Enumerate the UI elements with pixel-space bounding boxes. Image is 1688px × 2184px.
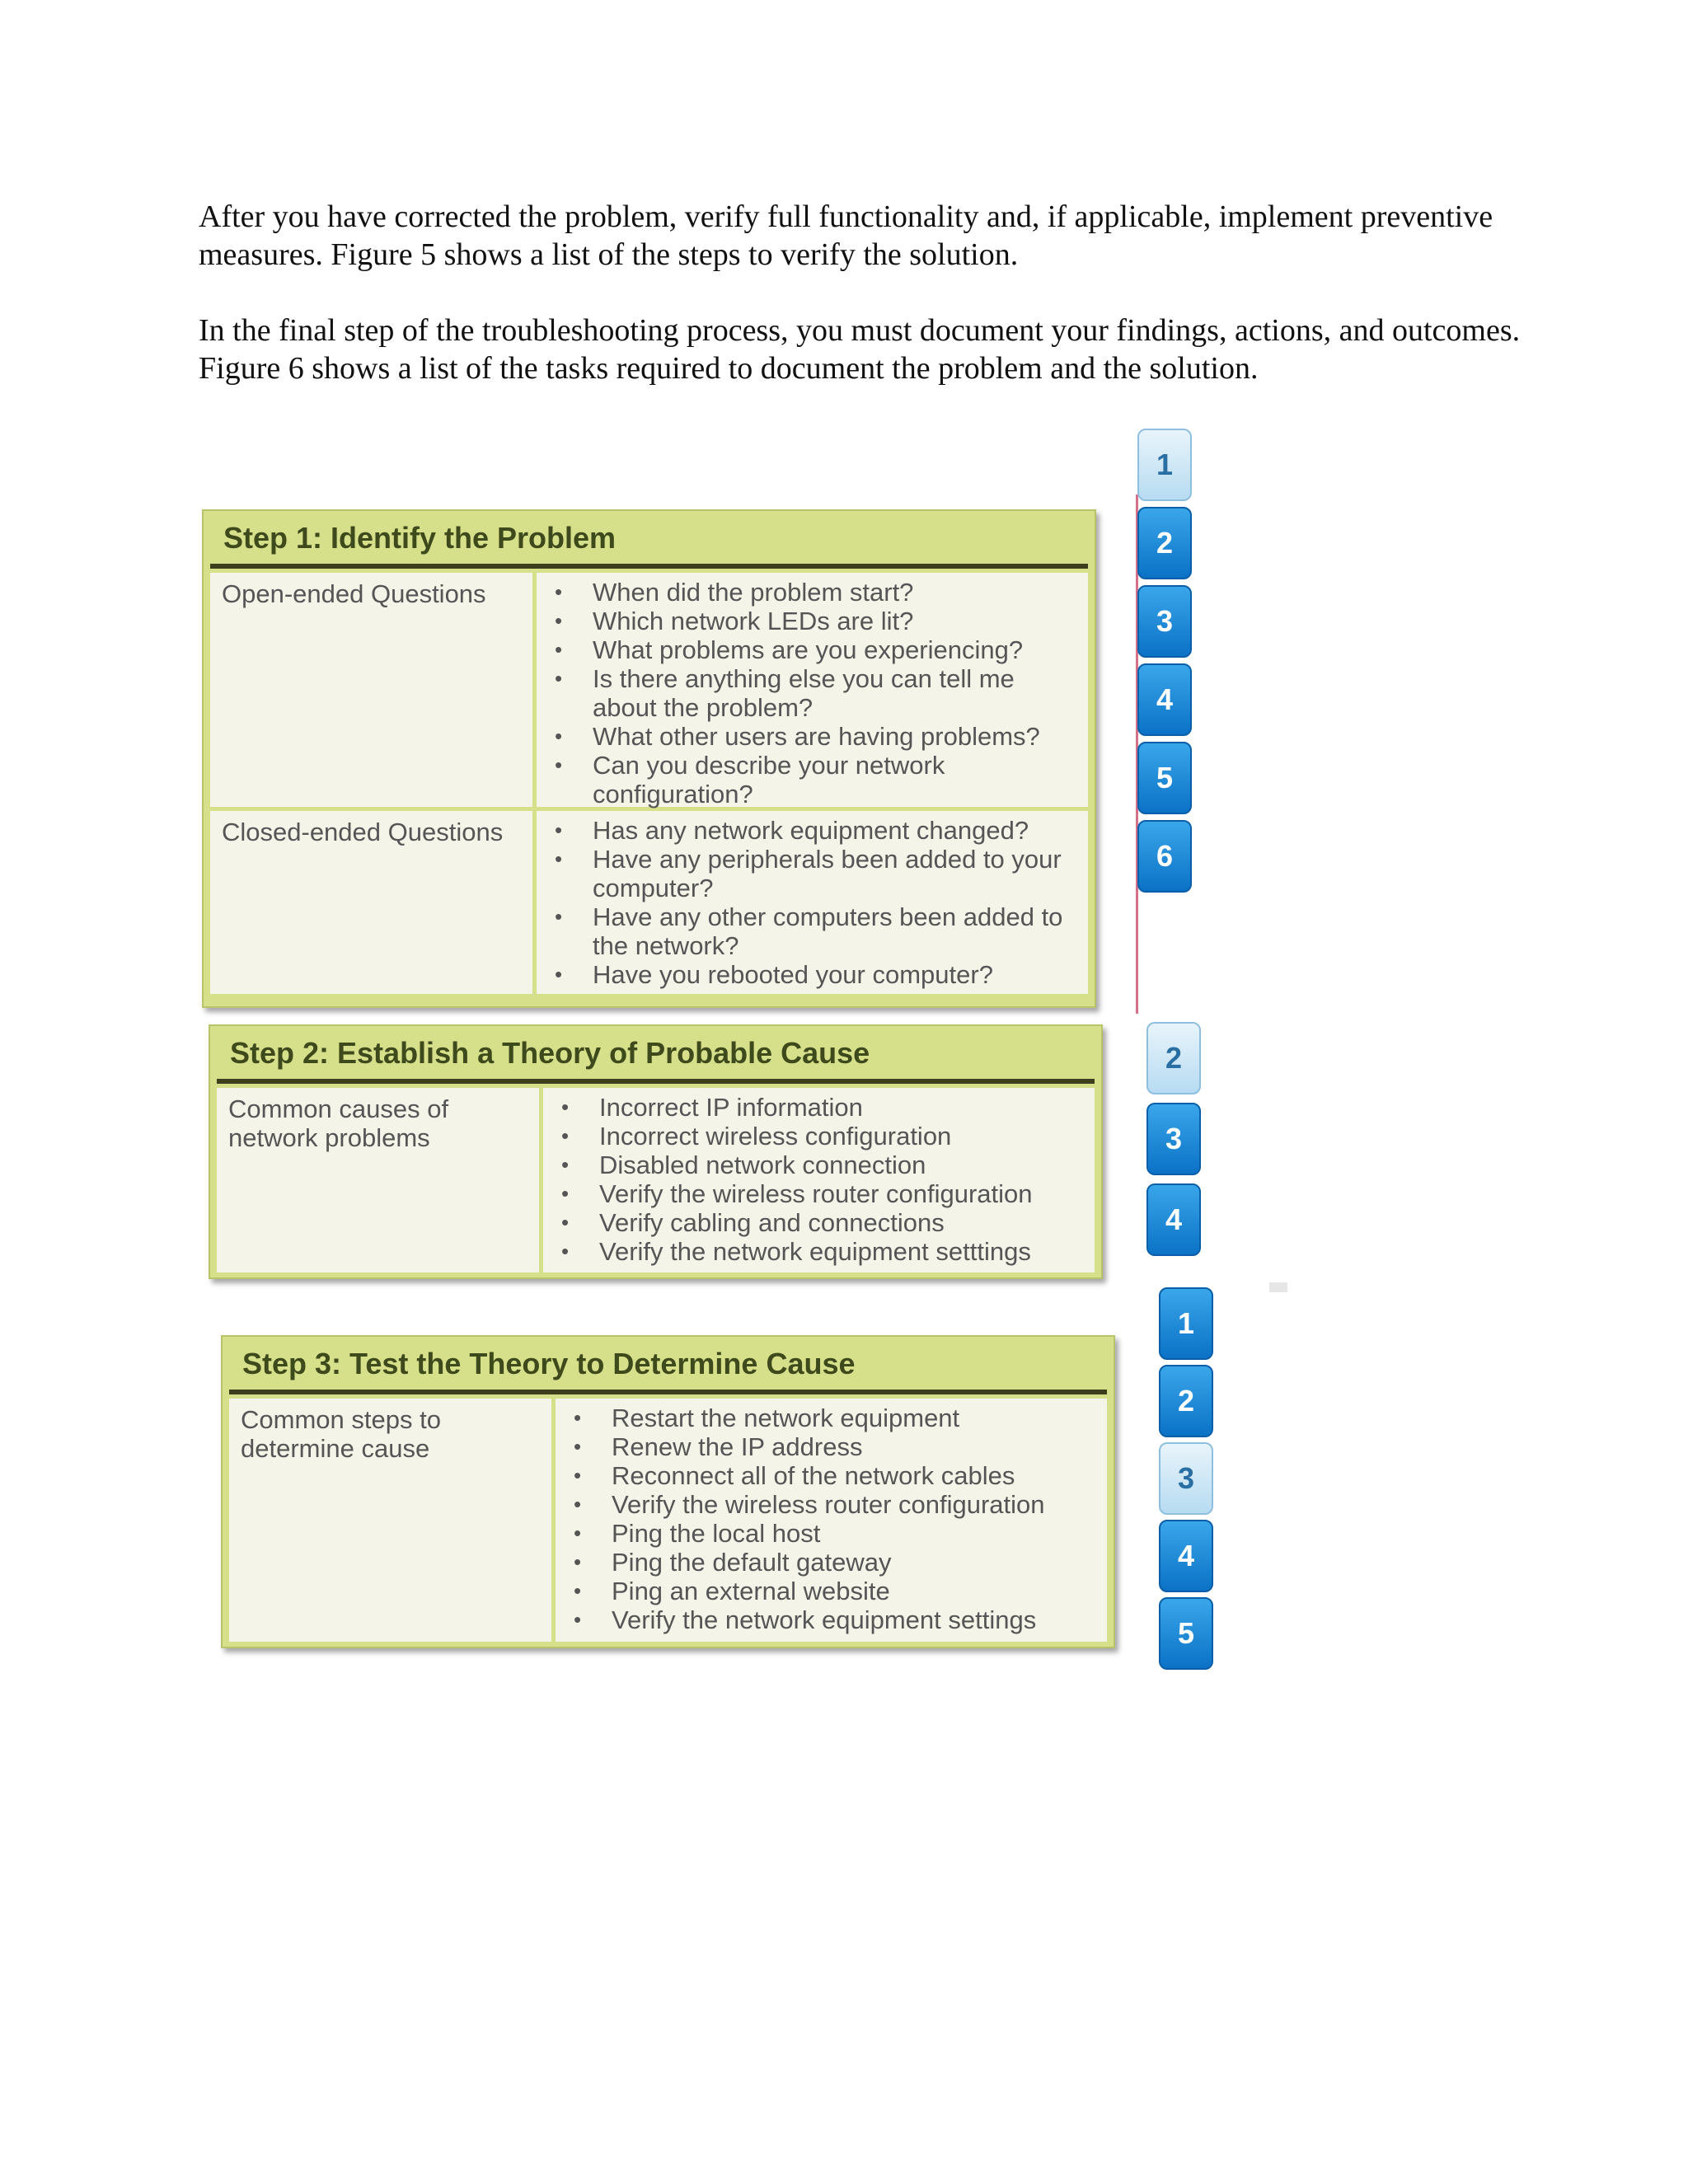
figure-nav-button-5[interactable]: 5 <box>1159 1597 1213 1670</box>
row-items <box>537 811 1088 994</box>
list-item: • Incorrect IP information <box>551 1093 1086 1122</box>
table-row <box>217 1088 1095 1272</box>
figure-nav-button-2[interactable]: 2 <box>1159 1365 1213 1437</box>
list-item: • When did the problem start? <box>545 578 1080 607</box>
step-2-panel <box>209 1024 1103 1279</box>
step-title: Step 3: Test the Theory to Determine Cause <box>229 1337 1107 1394</box>
list-item: • Disabled network connection <box>551 1151 1086 1179</box>
list-item: • Reconnect all of the network cables <box>564 1461 1099 1490</box>
intro-paragraph-2: In the final step of the troubleshooting process, you must document your findings, actions, and outcomes. Figure 6 shows a list of the tasks required to document the problem and the solution. <box>199 313 1521 386</box>
list-item: • Ping the default gateway <box>564 1548 1099 1577</box>
list-item: • What other users are having problems? <box>545 722 1080 751</box>
figure-nav-button-2[interactable]: 2 <box>1146 1022 1201 1094</box>
row-label: Common causes of network problems <box>217 1088 539 1272</box>
step-3-panel <box>221 1335 1115 1648</box>
row-items <box>537 573 1088 807</box>
list-item: • Verify the wireless router configuration <box>551 1179 1086 1208</box>
row-items <box>543 1088 1095 1272</box>
list-item: • Incorrect wireless configuration <box>551 1122 1086 1151</box>
list-item: • Restart the network equipment <box>564 1404 1099 1432</box>
list-item: • Renew the IP address <box>564 1432 1099 1461</box>
figure-nav-button-3[interactable]: 3 <box>1137 585 1192 658</box>
list-item: • Has any network equipment changed? <box>545 816 1080 845</box>
intro-paragraph-1: After you have corrected the problem, verify full functionality and, if applicable, implement preventive measures. Figure 5 shows a list of the steps to verify the solution. <box>199 199 1493 272</box>
figure-nav-button-3[interactable]: 3 <box>1146 1103 1201 1175</box>
figure-nav-button-5[interactable]: 5 <box>1137 742 1192 814</box>
list-item: • Ping an external website <box>564 1577 1099 1605</box>
figure-nav-button-4[interactable]: 4 <box>1146 1183 1201 1256</box>
list-item: • Verify the wireless router configuration <box>564 1490 1099 1519</box>
list-item: • Can you describe your network configuration? <box>545 751 1080 808</box>
list-item: • What problems are you experiencing? <box>545 635 1080 664</box>
figure-nav-button-1[interactable]: 1 <box>1159 1287 1213 1360</box>
table-row <box>210 811 1088 994</box>
row-label: Closed-ended Questions <box>210 811 532 994</box>
list-item: • Have you rebooted your computer? <box>545 960 1080 989</box>
figure-nav-button-3[interactable]: 3 <box>1159 1442 1213 1515</box>
figure-nav-button-4[interactable]: 4 <box>1159 1520 1213 1592</box>
list-item: • Have any peripherals been added to your computer? <box>545 845 1080 902</box>
figure-nav-button-1[interactable]: 1 <box>1137 429 1192 501</box>
step-1-panel <box>202 509 1096 1008</box>
row-label: Common steps to determine cause <box>229 1399 551 1642</box>
list-item: • Have any other computers been added to the network? <box>545 902 1080 960</box>
figure-nav-button-4[interactable]: 4 <box>1137 663 1192 736</box>
row-label: Open-ended Questions <box>210 573 532 807</box>
figure-nav-button-6[interactable]: 6 <box>1137 820 1192 893</box>
table-row <box>210 573 1088 807</box>
list-item: • Which network LEDs are lit? <box>545 607 1080 635</box>
list-item: • Is there anything else you can tell me about the problem? <box>545 664 1080 722</box>
step-title: Step 1: Identify the Problem <box>210 511 1088 569</box>
list-item: • Verify the network equipment settings <box>564 1605 1099 1634</box>
row-items <box>556 1399 1107 1642</box>
figure-nav-button-2[interactable]: 2 <box>1137 507 1192 579</box>
nav-stub <box>1269 1282 1287 1292</box>
list-item: • Verify cabling and connections <box>551 1208 1086 1237</box>
step-title: Step 2: Establish a Theory of Probable Cause <box>217 1026 1095 1084</box>
list-item: • Verify the network equipment setttings <box>551 1237 1086 1266</box>
table-row <box>229 1399 1107 1642</box>
list-item: • Ping the local host <box>564 1519 1099 1548</box>
